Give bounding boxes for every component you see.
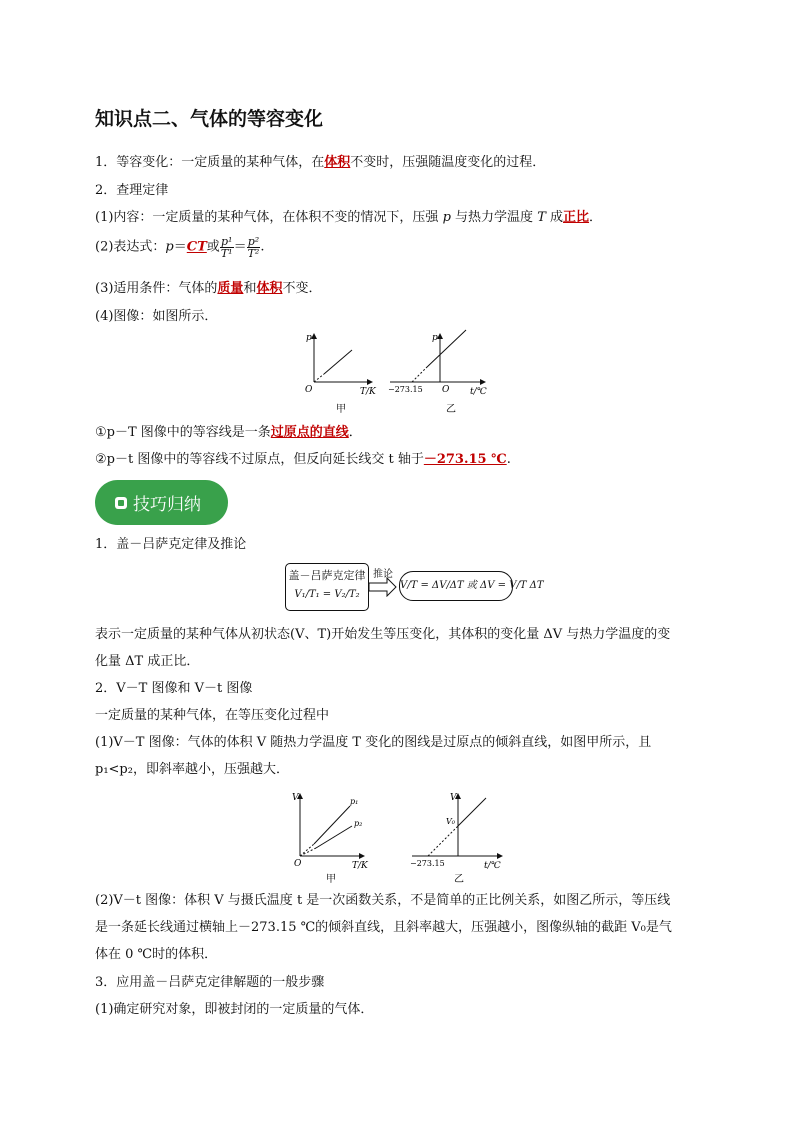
highlight-answer: 过原点的直线 bbox=[270, 425, 349, 440]
x-label: t/℃ bbox=[470, 387, 487, 397]
text: T² bbox=[247, 247, 260, 260]
result-box bbox=[399, 571, 544, 601]
isochore-line bbox=[324, 350, 352, 374]
origin-label: O bbox=[294, 859, 302, 869]
graph-V-T bbox=[292, 793, 369, 885]
highlight-answer: 体积 bbox=[256, 281, 283, 296]
y-label: V bbox=[292, 793, 299, 803]
isobar-line bbox=[458, 798, 486, 826]
heading-charles-law: 2．查理定律 bbox=[95, 183, 169, 198]
law-name: 盖－吕萨克定律 bbox=[288, 569, 366, 582]
neg-intercept-label: −273.15 bbox=[388, 385, 423, 394]
highlight-answer: －273.15 ℃ bbox=[423, 452, 507, 467]
law-graph-intro: (4)图像：如图所示． bbox=[95, 309, 218, 324]
result-formula: V/T = ΔV/ΔT 或 ΔV = V/T ΔT bbox=[400, 580, 544, 591]
text: (3)适用条件：气体的 bbox=[95, 281, 218, 296]
law-box bbox=[285, 563, 369, 611]
dashed-extension bbox=[314, 374, 324, 382]
isobar-p2 bbox=[316, 826, 352, 848]
law-formula: V₁/T₁ = V₂/T₂ bbox=[294, 589, 360, 600]
paragraph: 一定质量的某种气体，在等压变化过程中 bbox=[95, 708, 330, 723]
text: 成 bbox=[550, 210, 564, 225]
dashed-extension bbox=[412, 368, 426, 382]
graph-p-t bbox=[388, 330, 488, 415]
text: ＝ bbox=[173, 239, 187, 255]
x-label: T/K bbox=[352, 861, 368, 871]
dashed-extension bbox=[300, 848, 316, 856]
text: 或 bbox=[206, 239, 220, 255]
text: ①p－T 图像中的等容线是一条 bbox=[95, 425, 271, 440]
text: p¹ bbox=[220, 235, 233, 248]
figure-label: 乙 bbox=[454, 874, 464, 885]
neg-intercept-label: −273.15 bbox=[410, 859, 445, 868]
text: (1)内容：一定质量的某种气体，在体积不变的情况下，压强 bbox=[95, 210, 439, 225]
text: 与热力学温度 bbox=[455, 210, 534, 225]
series-label: p₁ bbox=[350, 797, 359, 806]
highlight-answer: 正比 bbox=[563, 210, 590, 225]
text: ②p－t 图像中的等容线不过原点，但反向延长线交 t 轴于 bbox=[95, 452, 424, 467]
dashed-extension bbox=[428, 826, 458, 856]
origin-label: O bbox=[442, 385, 450, 395]
tips-badge bbox=[95, 480, 228, 525]
fraction bbox=[220, 236, 234, 259]
y-label: V bbox=[450, 793, 457, 803]
text: ＝ bbox=[233, 239, 247, 255]
arrow-label: 推论 bbox=[373, 569, 393, 580]
text: p bbox=[165, 239, 174, 255]
page-title: 知识点二、气体的等容变化 bbox=[95, 108, 324, 130]
intercept-label: V₀ bbox=[446, 817, 455, 826]
law-condition bbox=[95, 280, 321, 298]
series-label: p₂ bbox=[354, 819, 363, 828]
text: ． bbox=[348, 425, 362, 440]
origin-label: O bbox=[305, 385, 313, 395]
y-label: p bbox=[306, 333, 312, 343]
paragraph: 化量 ΔT 成正比． bbox=[95, 654, 200, 669]
arrow-icon bbox=[369, 577, 397, 597]
x-label: T/K bbox=[360, 387, 376, 397]
definition-isochoric bbox=[95, 154, 545, 172]
text: p bbox=[442, 210, 451, 225]
text: (2)表达式： bbox=[95, 239, 166, 255]
y-label: p bbox=[432, 333, 438, 343]
highlight-answer: 体积 bbox=[324, 155, 351, 170]
badge-label: 技巧归纳 bbox=[133, 495, 201, 515]
paragraph: (1)V－T 图像：气体的体积 V 随热力学温度 T 变化的图线是过原点的倾斜直线，如图甲所示，且 bbox=[95, 735, 652, 750]
paragraph: 是一条延长线通过横轴上－273.15 ℃的倾斜直线，且斜率越大，压强越小，图像纵轴的截距 V₀是气 bbox=[95, 920, 672, 935]
graph-p-T bbox=[305, 333, 377, 415]
text: 1．等容变化：一定质量的某种气体，在 bbox=[95, 155, 325, 170]
law-expression bbox=[95, 236, 264, 259]
text: ． bbox=[589, 210, 603, 225]
text: 不变． bbox=[282, 281, 322, 296]
highlight-answer: CT bbox=[186, 239, 207, 255]
text: T¹ bbox=[220, 247, 233, 260]
paragraph: 体在 0 ℃时的体积． bbox=[95, 947, 218, 962]
paragraph: p₁<p₂，即斜率越小，压强越大． bbox=[95, 762, 289, 777]
text: 和 bbox=[243, 281, 257, 296]
x-label: t/℃ bbox=[484, 861, 501, 871]
book-icon bbox=[115, 497, 127, 509]
law-content bbox=[95, 209, 602, 227]
isochoric-graphs bbox=[290, 328, 510, 420]
text: 不变时，压强随温度变化的过程． bbox=[350, 155, 546, 170]
paragraph: 表示一定质量的某种气体从初状态(V、T)开始发生等压变化，其体积的变化量 ΔV 与热力学温度的变 bbox=[95, 627, 671, 642]
text: p² bbox=[247, 235, 260, 248]
isobaric-graphs bbox=[280, 784, 510, 886]
pt-note bbox=[95, 451, 511, 469]
pT-note bbox=[95, 424, 362, 442]
highlight-answer: 质量 bbox=[217, 281, 244, 296]
text: . bbox=[506, 452, 511, 467]
figure-label: 乙 bbox=[446, 404, 456, 415]
heading-gay-lussac: 1．盖－吕萨克定律及推论 bbox=[95, 537, 247, 552]
fraction bbox=[247, 236, 261, 259]
gay-lussac-diagram bbox=[285, 563, 544, 611]
graph-V-t bbox=[410, 793, 502, 885]
heading-graphs: 2．V－T 图像和 V－t 图像 bbox=[95, 681, 253, 696]
text: T bbox=[537, 210, 546, 225]
figure-label: 甲 bbox=[326, 874, 336, 885]
paragraph: (1)确定研究对象，即被封闭的一定质量的气体． bbox=[95, 1002, 374, 1017]
paragraph: (2)V－t 图像：体积 V 与摄氏温度 t 是一次函数关系，不是简单的正比例关系，如图乙所示，等压线 bbox=[95, 893, 671, 908]
heading-steps: 3．应用盖－吕萨克定律解题的一般步骤 bbox=[95, 975, 325, 990]
text: . bbox=[260, 239, 265, 255]
figure-label: 甲 bbox=[336, 404, 346, 415]
